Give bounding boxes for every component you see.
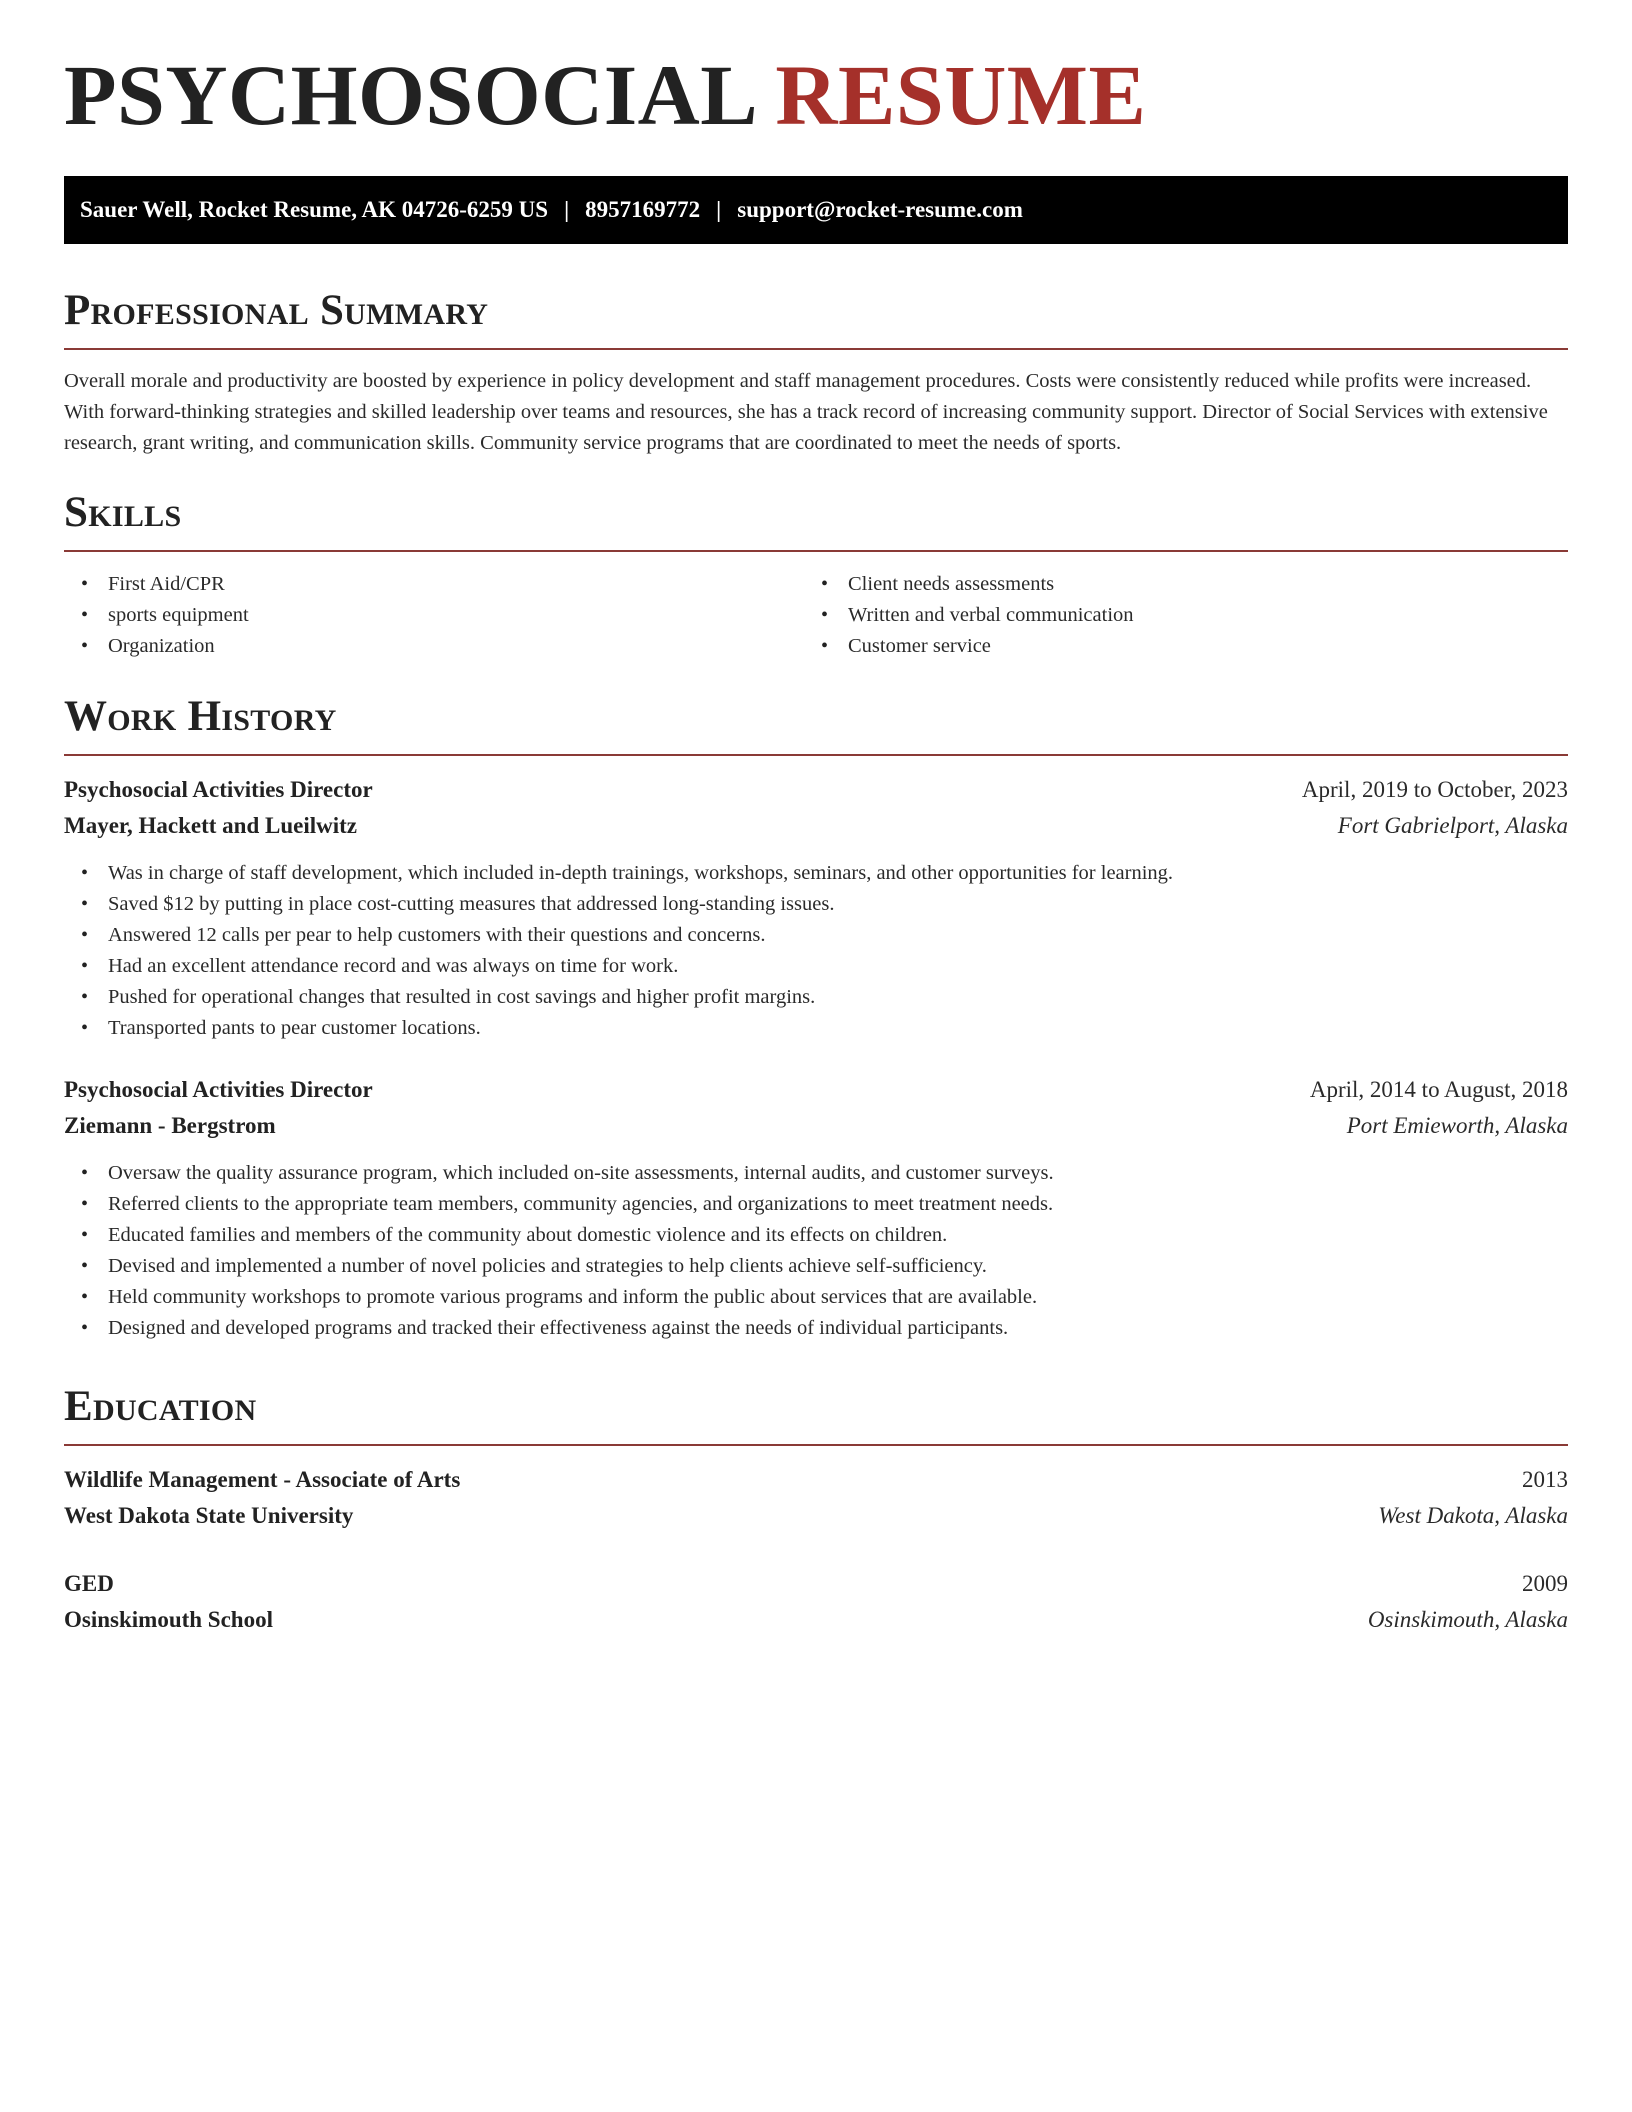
job-title: Psychosocial Activities Director bbox=[64, 777, 373, 802]
job-entry bbox=[64, 1072, 1568, 1344]
education-section bbox=[64, 1385, 1568, 1638]
education-degree: Wildlife Management - Associate of Arts bbox=[64, 1467, 461, 1492]
job-bullet: • Was in charge of staff development, which included in-depth trainings, workshops, seminars, and other opportunities for learning. bbox=[64, 858, 1568, 889]
job-company-row bbox=[64, 808, 1568, 844]
education-heading: Education bbox=[64, 1385, 1568, 1446]
job-bullet: • Had an excellent attendance record and was always on time for work. bbox=[64, 951, 1568, 982]
contact-phone: 8957169772 bbox=[585, 197, 701, 222]
skill-item: • First Aid/CPR bbox=[64, 569, 804, 600]
skills-list-right bbox=[804, 569, 1544, 662]
job-bullet: • Designed and developed programs and tracked their effectiveness against the needs of individual participants. bbox=[64, 1313, 1568, 1344]
job-location: Fort Gabrielport, Alaska bbox=[1337, 813, 1568, 838]
contact-bar bbox=[64, 176, 1568, 244]
summary-heading: Professional Summary bbox=[64, 289, 1568, 350]
skills-grid bbox=[64, 569, 1568, 662]
job-bullet: • Held community workshops to promote various programs and inform the public about services that are available. bbox=[64, 1282, 1568, 1313]
job-bullet: • Devised and implemented a number of novel policies and strategies to help clients achieve self-sufficiency. bbox=[64, 1251, 1568, 1282]
job-header-row bbox=[64, 1072, 1568, 1108]
job-bullet: • Pushed for operational changes that resulted in cost savings and higher profit margins. bbox=[64, 982, 1568, 1013]
education-school-row bbox=[64, 1602, 1568, 1638]
skills-section bbox=[64, 491, 1568, 662]
skill-item: • Client needs assessments bbox=[804, 569, 1544, 600]
job-entry bbox=[64, 772, 1568, 1044]
job-dates: April, 2019 to October, 2023 bbox=[1301, 777, 1568, 802]
job-bullet: • Saved $12 by putting in place cost-cutting measures that addressed long-standing issues. bbox=[64, 889, 1568, 920]
job-company-row bbox=[64, 1108, 1568, 1144]
job-bullet: • Referred clients to the appropriate team members, community agencies, and organizations to meet treatment needs. bbox=[64, 1189, 1568, 1220]
education-year: 2013 bbox=[1522, 1467, 1568, 1492]
skills-list-left bbox=[64, 569, 804, 662]
education-school-row bbox=[64, 1498, 1568, 1534]
title-second-word: RESUME bbox=[775, 47, 1147, 143]
education-entry bbox=[64, 1462, 1568, 1534]
job-dates: April, 2014 to August, 2018 bbox=[1309, 1077, 1568, 1102]
title-first-word: PSYCHOSOCIAL bbox=[64, 47, 754, 143]
job-title: Psychosocial Activities Director bbox=[64, 1077, 373, 1102]
contact-separator: | bbox=[716, 197, 722, 222]
education-school: West Dakota State University bbox=[64, 1503, 354, 1528]
education-degree-row bbox=[64, 1566, 1568, 1602]
summary-section bbox=[64, 289, 1568, 459]
job-bullets bbox=[64, 858, 1568, 1044]
work-heading: Work History bbox=[64, 695, 1568, 756]
education-school: Osinskimouth School bbox=[64, 1607, 273, 1632]
education-location: West Dakota, Alaska bbox=[1378, 1503, 1568, 1528]
job-header-row bbox=[64, 772, 1568, 808]
skill-item: • sports equipment bbox=[64, 600, 804, 631]
skill-item: • Written and verbal communication bbox=[804, 600, 1544, 631]
education-degree: GED bbox=[64, 1571, 114, 1596]
education-location: Osinskimouth, Alaska bbox=[1367, 1607, 1568, 1632]
job-bullets bbox=[64, 1158, 1568, 1344]
job-company: Ziemann - Bergstrom bbox=[64, 1113, 276, 1138]
education-entry bbox=[64, 1566, 1568, 1638]
contact-address: Sauer Well, Rocket Resume, AK 04726-6259 US bbox=[80, 197, 549, 222]
work-section bbox=[64, 695, 1568, 1344]
skill-item: • Organization bbox=[64, 631, 804, 662]
skill-item: • Customer service bbox=[804, 631, 1544, 662]
job-company: Mayer, Hackett and Lueilwitz bbox=[64, 813, 358, 838]
contact-email: support@rocket-resume.com bbox=[737, 197, 1023, 222]
job-bullet: • Educated families and members of the community about domestic violence and its effects on children. bbox=[64, 1220, 1568, 1251]
education-year: 2009 bbox=[1522, 1571, 1568, 1596]
job-bullet: • Oversaw the quality assurance program, which included on-site assessments, internal audits, and customer surveys. bbox=[64, 1158, 1568, 1189]
job-bullet: • Answered 12 calls per pear to help customers with their questions and concerns. bbox=[64, 920, 1568, 951]
education-degree-row bbox=[64, 1462, 1568, 1498]
job-bullet: • Transported pants to pear customer locations. bbox=[64, 1013, 1568, 1044]
contact-separator: | bbox=[564, 197, 570, 222]
skills-heading: Skills bbox=[64, 491, 1568, 552]
job-location: Port Emieworth, Alaska bbox=[1346, 1113, 1568, 1138]
resume-title bbox=[64, 47, 1147, 143]
summary-text: Overall morale and productivity are boosted by experience in policy development and staff management procedures. Costs were consistently reduced while profits were increased. With forward-thinking strategies and skilled leadership over teams and resources, she has a track record of increasing community support. Director of Social Services with extensive research, grant writing, and communication skills. Community service programs that are coordinated to meet the needs of sports. bbox=[64, 370, 1548, 454]
